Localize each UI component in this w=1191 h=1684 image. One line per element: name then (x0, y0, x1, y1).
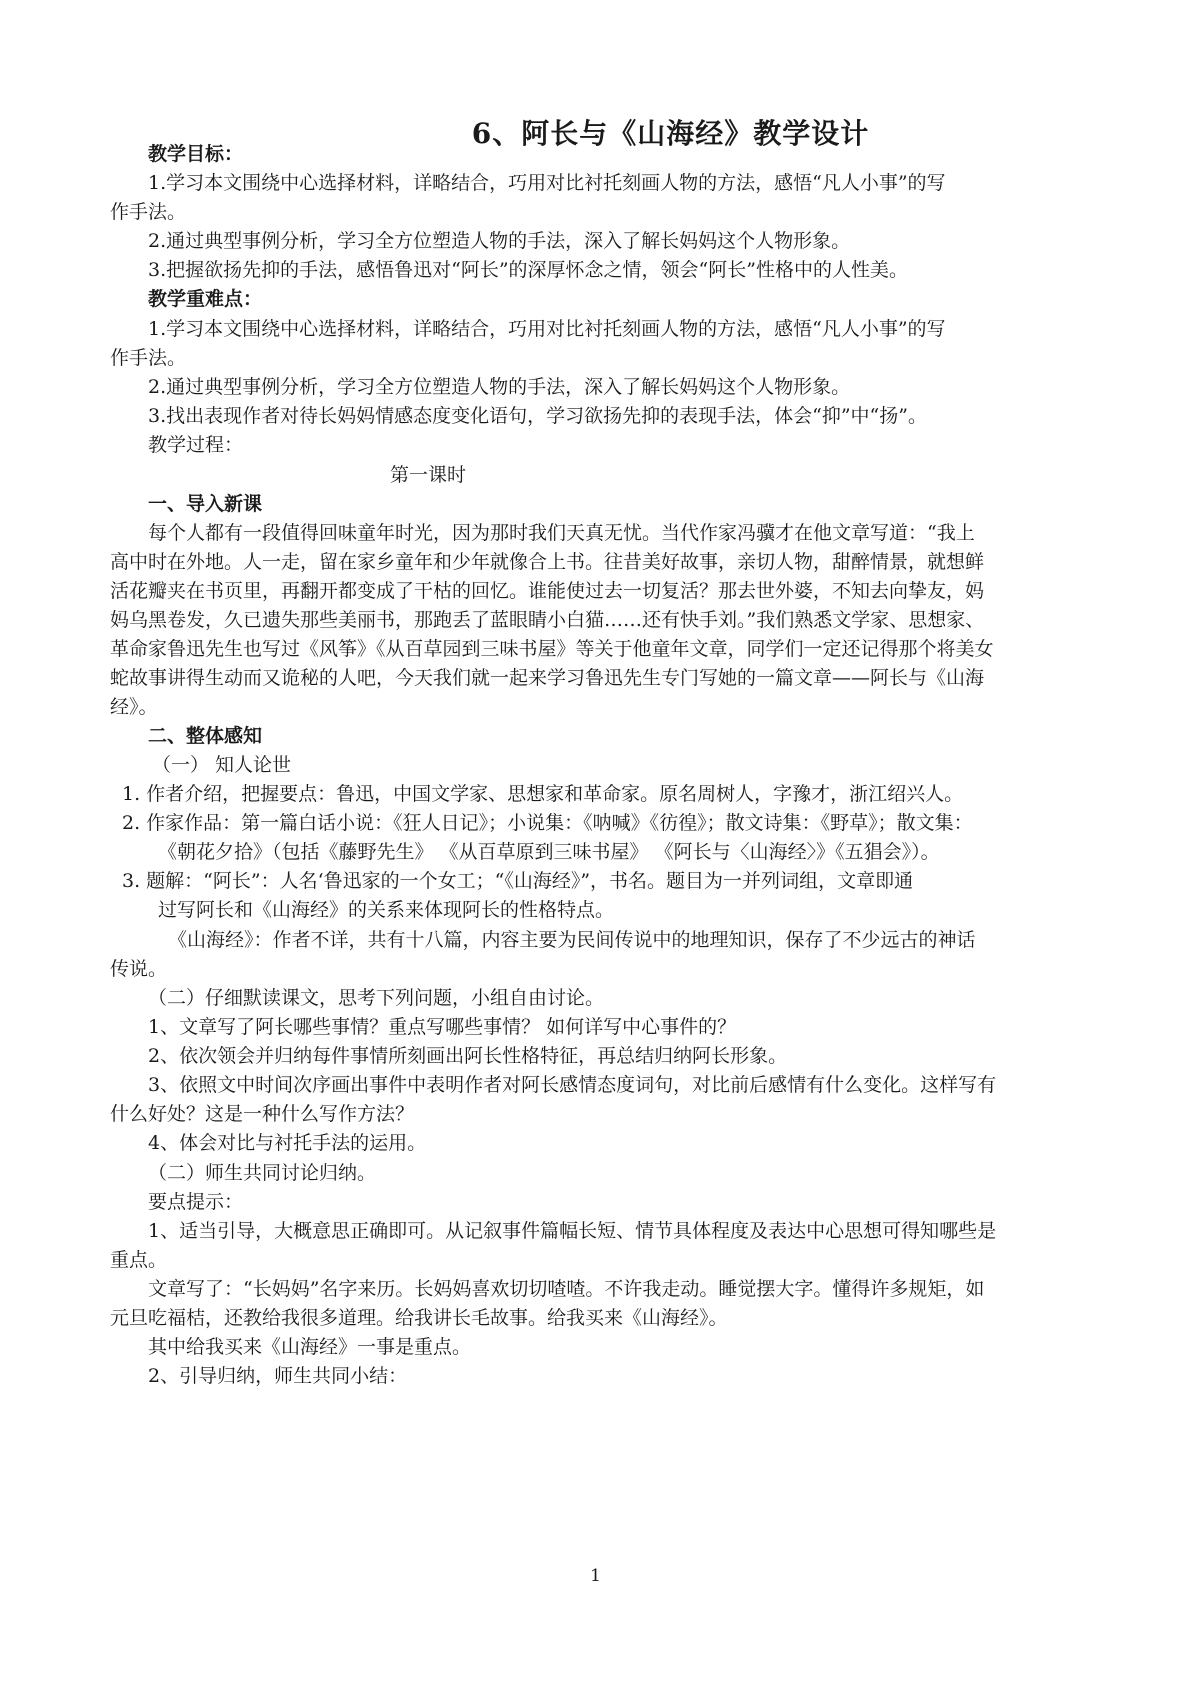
text-line: 文章写了：“长妈妈”名字来历。长妈妈喜欢切切喳喳。不许我走动。睡觉摆大字。懂得许多规矩，如 (148, 1278, 985, 1300)
list-item: 1. 作者介绍，把握要点：鲁迅，中国文学家、思想家和革命家。原名周树人，字豫才，浙江绍兴人。 (122, 783, 964, 805)
text-line: 1、文章写了阿长哪些事情？重点写哪些事情？ 如何详写中心事件的？ (148, 1016, 737, 1038)
text-line: 重点。 (110, 1249, 168, 1271)
process-label: 教学过程： (148, 434, 244, 456)
goals-heading: 教学目标： (148, 143, 244, 165)
text-line: 妈乌黑卷发，久已遗失那些美丽书，那跑丢了蓝眼睛小白猫……还有快手刘。”我们熟悉文学家、思想家、 (110, 609, 985, 631)
text-line: 革命家鲁迅先生也写过《风筝》《从百草园到三味书屋》等关于他童年文章，同学们一定还记得那个将美女 (110, 638, 994, 660)
text-line: 传说。 (110, 958, 168, 980)
text-line: 1.学习本文围绕中心选择材料，详略结合，巧用对比衬托刻画人物的方法，感悟“凡人小事”的写 (148, 172, 946, 194)
text-line: 《山海经》：作者不详，共有十八篇，内容主要为民间传说中的地理知识，保存了不少远古的神话 (168, 929, 976, 951)
text-line: 每个人都有一段值得回味童年时光，因为那时我们天真无忧。当代作家冯骥才在他文章写道：“我上 (148, 522, 975, 544)
text-line: 3、依照文中时间次序画出事件中表明作者对阿长感情态度词句，对比前后感情有什么变化。这样写有 (148, 1074, 997, 1096)
page-title: 6、阿长与《山海经》教学设计 (471, 117, 870, 150)
list-item: 3. 题解：“阿长”：人名‘鲁迅家的一个女工；“《山海经》”，书名。题目为一并列词组，文章即通 (122, 870, 914, 892)
list-item: 2. 作家作品：第一篇白话小说：《狂人日记》；小说集：《呐喊》《彷徨》；散文诗集：《野草》；散文集： (122, 812, 973, 834)
sub-heading: （一） 知人论世 (152, 754, 292, 776)
page-number: 1 (590, 1566, 601, 1586)
text-line: 什么好处？这是一种什么写作方法？ (110, 1103, 415, 1125)
text-line: 元旦吃福桔，还教给我很多道理。给我讲长毛故事。给我买来《山海经》。 (110, 1307, 728, 1329)
key-heading: 教学重难点： (148, 288, 263, 310)
text-line: 蛇故事讲得生动而又诡秘的人吧，今天我们就一起来学习鲁迅先生专门写她的一篇文章——阿长与《山海 (110, 667, 985, 689)
lesson-label: 第一课时 (390, 464, 467, 486)
text-line: 3.找出表现作者对待长妈妈情感态度变化语句，学习欲扬先抑的表现手法，体会“抑”中“扬”。 (148, 405, 927, 427)
text-line: 2、依次领会并归纳每件事情所刻画出阿长性格特征，再总结归纳阿长形象。 (148, 1045, 788, 1067)
text-line: 其中给我买来《山海经》一事是重点。 (148, 1336, 472, 1358)
section-heading: 二、整体感知 (148, 725, 263, 747)
text-line: 4、体会对比与衬托手法的运用。 (148, 1132, 427, 1154)
sub-heading: （二）师生共同讨论归纳。 (148, 1162, 377, 1184)
text-line: 作手法。 (110, 201, 187, 223)
text-line: 2.通过典型事例分析，学习全方位塑造人物的手法，深入了解长妈妈这个人物形象。 (148, 230, 851, 252)
text-line: 2、引导归纳，师生共同小结： (148, 1365, 408, 1387)
text-line: 作手法。 (110, 347, 187, 369)
text-line: 1、适当引导，大概意思正确即可。从记叙事件篇幅长短、情节具体程度及表达中心思想可得知哪些是 (148, 1220, 997, 1242)
section-heading: 一、导入新课 (148, 493, 263, 515)
text-line: 活花瓣夹在书页里，再翻开都变成了干枯的回忆。谁能使过去一切复活？那去世外婆，不知去向挚友，妈 (110, 580, 985, 602)
sub-heading: （二）仔细默读课文，思考下列问题，小组自由讨论。 (148, 987, 605, 1009)
text-line: 3.把握欲扬先抑的手法，感悟鲁迅对“阿长”的深厚怀念之情，领会“阿长”性格中的人性美。 (148, 259, 908, 281)
text-line: 高中时在外地。人一走，留在家乡童年和少年就像合上书。往昔美好故事，亲切人物，甜醉情景，就想鲜 (110, 551, 985, 573)
text-line: 1.学习本文围绕中心选择材料，详略结合，巧用对比衬托刻画人物的方法，感悟“凡人小事”的写 (148, 318, 946, 340)
list-item: 过写阿长和《山海经》的关系来体现阿长的性格特点。 (158, 899, 615, 921)
text-line: 2.通过典型事例分析，学习全方位塑造人物的手法，深入了解长妈妈这个人物形象。 (148, 376, 851, 398)
text-line: 经》。 (110, 696, 158, 718)
list-item: 《朝花夕拾》（包括《藤野先生》 《从百草原到三味书屋》 《阿长与〈山海经〉》《五猖会》）。 (158, 841, 940, 863)
tips-heading: 要点提示： (148, 1191, 244, 1213)
